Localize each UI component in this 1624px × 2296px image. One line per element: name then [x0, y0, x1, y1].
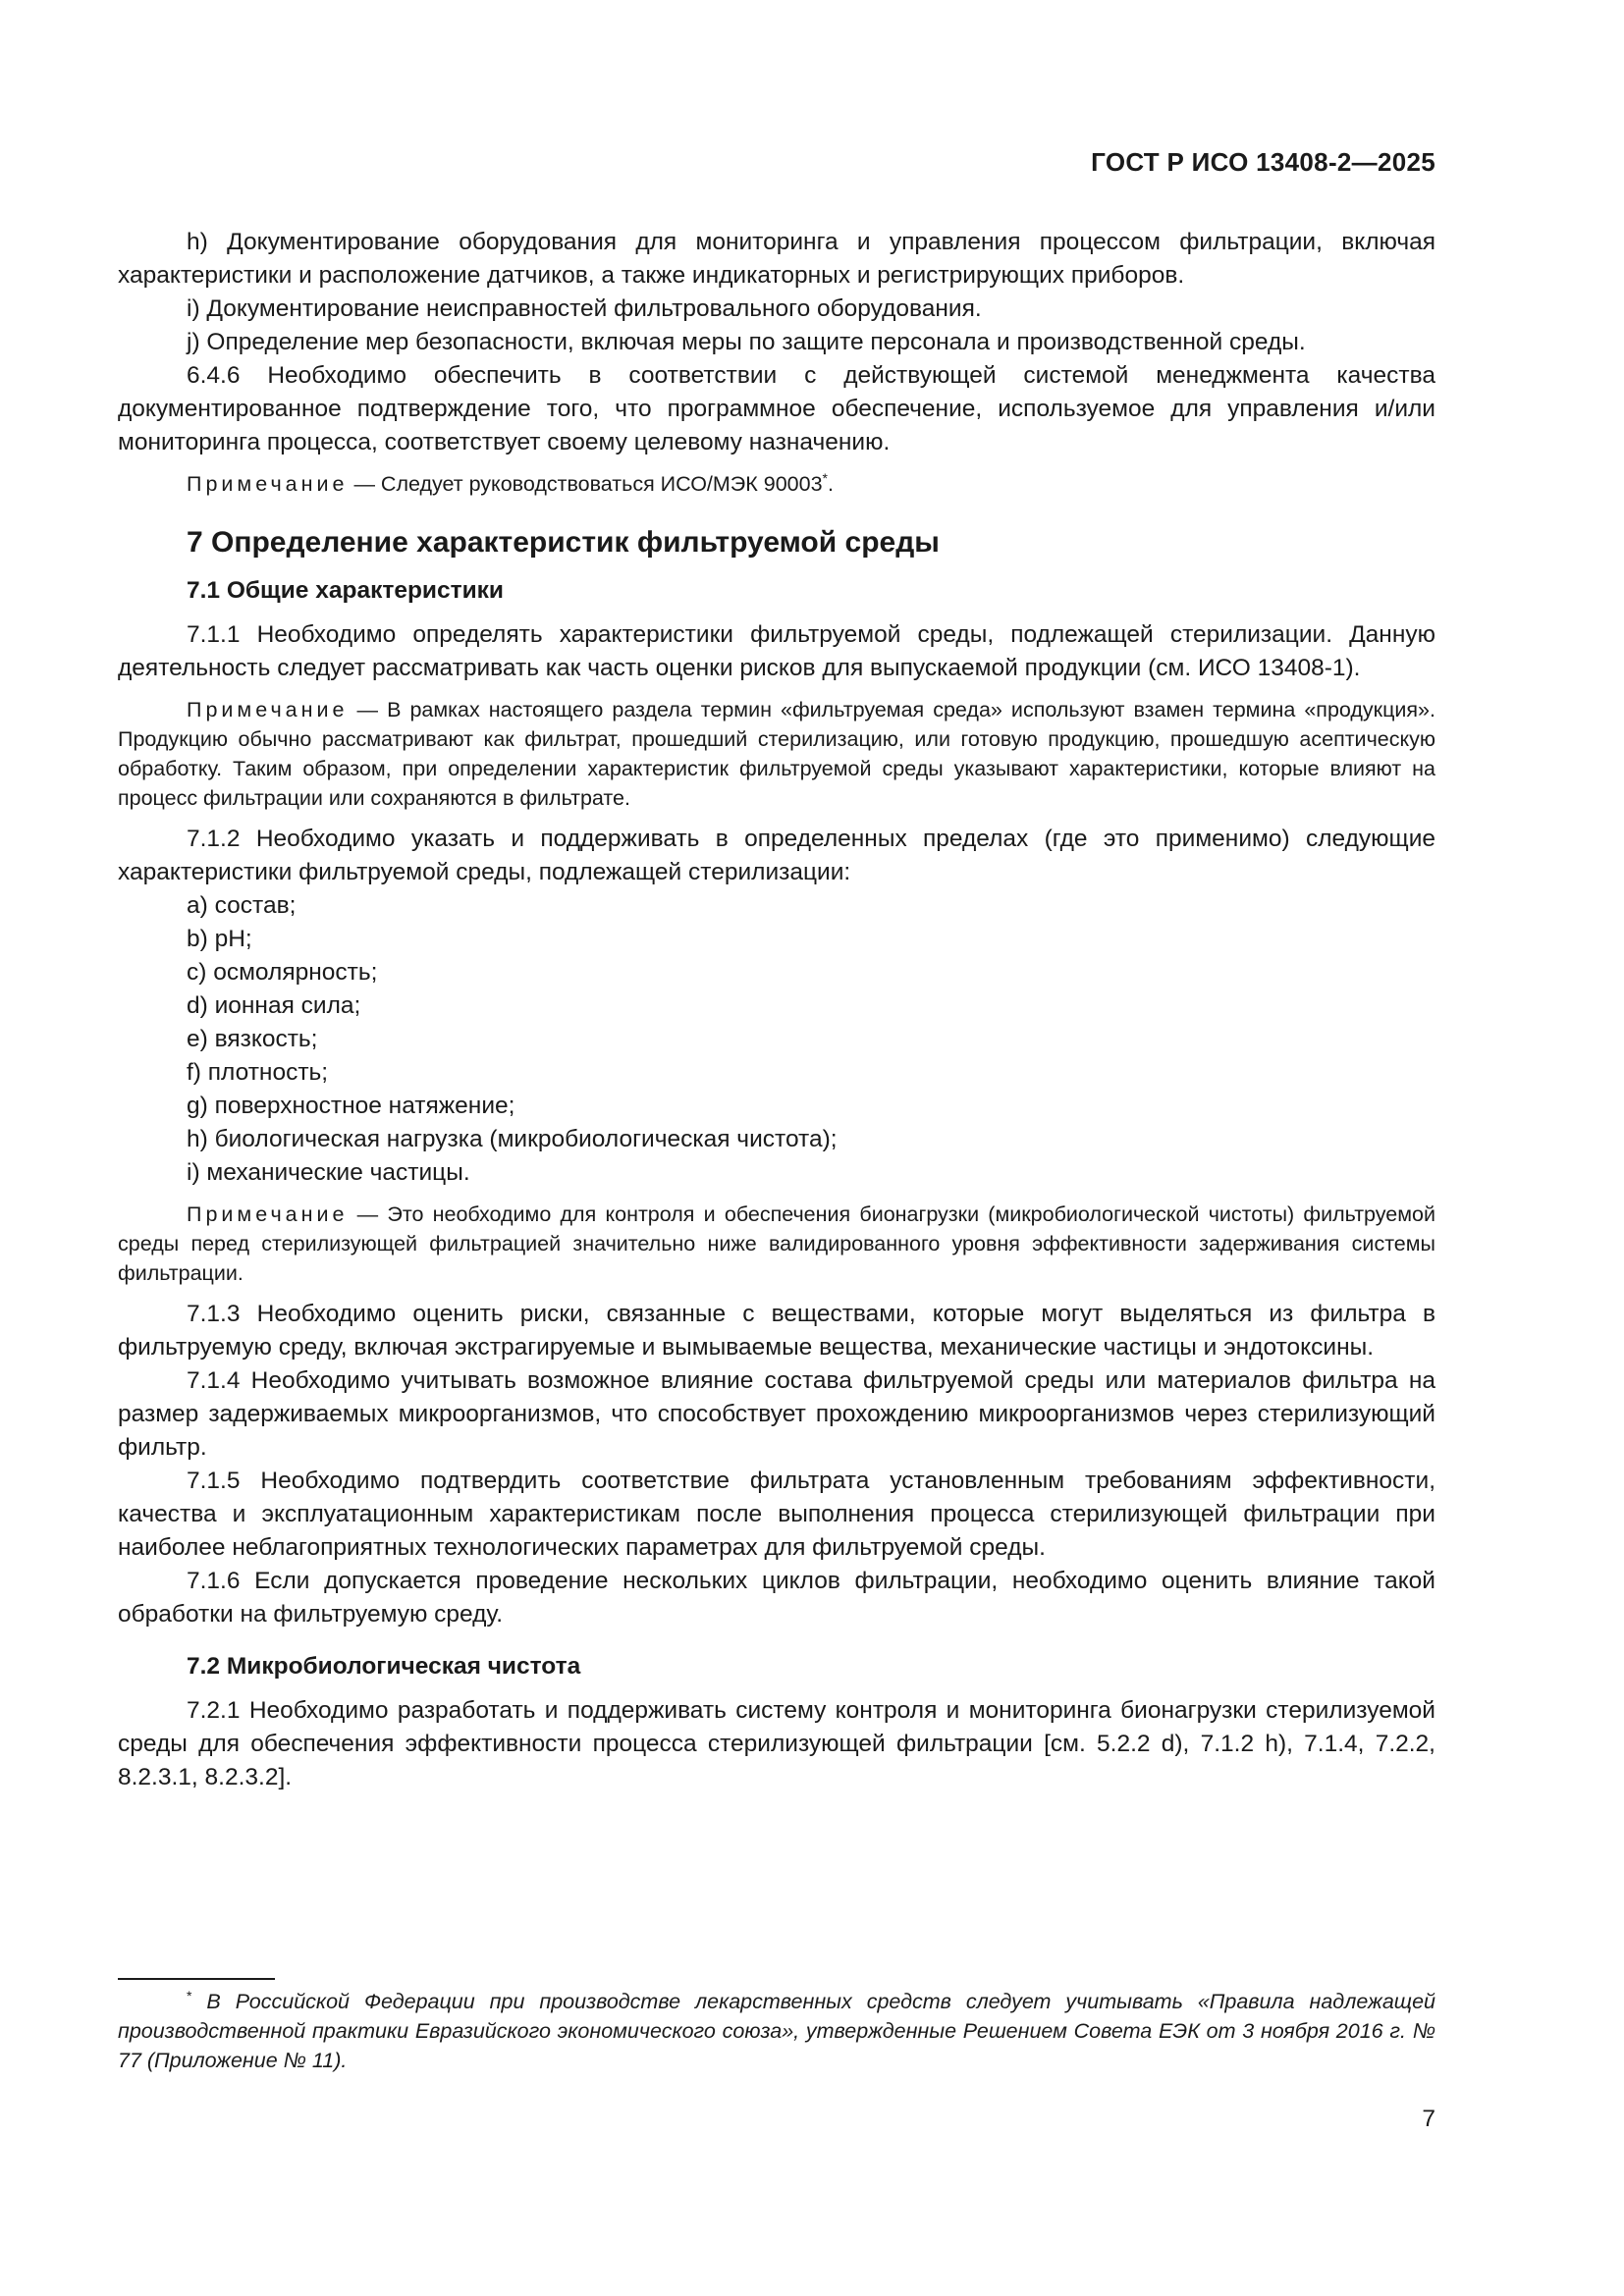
- note-3-text: — Это необходимо для контроля и обеспечения бионагрузки (микробиологической чистоты) фильтруемой среды перед стерилизующей фильтрацией значительно ниже валидированного уровня эффективности задерживания системы фильтрации.: [118, 1202, 1435, 1285]
- subsection-7-1-title: 7.1 Общие характеристики: [187, 577, 504, 604]
- note-1-end: .: [828, 472, 834, 496]
- paragraph-6-4-6: 6.4.6 Необходимо обеспечить в соответствии с действующей системой менеджмента качества документированное подтверждение того, что программное обеспечение, используемое для управления и/или мониторинга процесса, соответствует своему целевому назначению.: [118, 362, 1435, 455]
- paragraph-h: h) Документирование оборудования для мониторинга и управления процессом фильтрации, включая характеристики и расположение датчиков, а также индикаторных и регистрирующих приборов.: [118, 229, 1435, 289]
- list-item: d) ионная сила;: [187, 992, 361, 1019]
- paragraph-7-2-1: 7.2.1 Необходимо разработать и поддерживать систему контроля и мониторинга бионагрузки стерилизуемой среды для обеспечения эффективности процесса стерилизующей фильтрации [см. 5.2.2 d), 7.1.2 h), 7.1.4, 7.2.2, 8.2.3.1, 8.2.3.2].: [118, 1697, 1435, 1790]
- list-item: i) механические частицы.: [187, 1159, 470, 1186]
- note-2: [118, 695, 1435, 813]
- note-1-mark: *: [822, 469, 828, 486]
- note-label: Примечание: [187, 472, 349, 496]
- paragraph-7-1-2: 7.1.2 Необходимо указать и поддерживать в определенных пределах (где это применимо) следующие характеристики фильтруемой среды, подлежащей стерилизации:: [118, 826, 1435, 885]
- paragraph-j: j) Определение мер безопасности, включая меры по защите персонала и производственной среды.: [187, 329, 1306, 355]
- list-item: b) pH;: [187, 926, 252, 952]
- list-item: a) состав;: [187, 892, 297, 919]
- document-header: ГОСТ Р ИСО 13408-2—2025: [1091, 147, 1435, 177]
- paragraph-7-1-4: 7.1.4 Необходимо учитывать возможное влияние состава фильтруемой среды или материалов фильтра на размер задерживаемых микроорганизмов, что способствует прохождению микроорганизмов через стерилизующий фильтр.: [118, 1367, 1435, 1461]
- note-1: [118, 469, 1435, 499]
- paragraph-7-1-5: 7.1.5 Необходимо подтвердить соответствие фильтрата установленным требованиям эффективности, качества и эксплуатационным характеристикам после выполнения процесса стерилизующей фильтрации при наиболее неблагоприятных технологических параметрах для фильтруемой среды.: [118, 1468, 1435, 1561]
- characteristics-list: [118, 889, 1435, 1190]
- paragraph-7-1-1: 7.1.1 Необходимо определять характеристики фильтруемой среды, подлежащей стерилизации. Данную деятельность следует рассматривать как часть оценки рисков для выпускаемой продукции (см. ИСО 13408-1).: [118, 621, 1435, 681]
- footnote-mark: *: [187, 1987, 192, 2003]
- note-label: Примечание: [187, 1202, 349, 1226]
- subsection-7-2-title: 7.2 Микробиологическая чистота: [187, 1653, 581, 1680]
- list-item: e) вязкость;: [187, 1026, 318, 1052]
- page-number: 7: [1422, 2106, 1435, 2132]
- paragraph-7-1-3: 7.1.3 Необходимо оценить риски, связанные с веществами, которые могут выделяться из фильтра в фильтруемую среду, включая экстрагируемые и вымываемые вещества, механические частицы и эндотоксины.: [118, 1301, 1435, 1361]
- note-1-text: — Следует руководствоваться ИСО/МЭК 90003: [353, 472, 823, 496]
- list-item: c) осмолярность;: [187, 959, 378, 986]
- list-item: g) поверхностное натяжение;: [187, 1093, 515, 1119]
- section-7-title: 7 Определение характеристик фильтруемой среды: [187, 526, 940, 559]
- list-item: f) плотность;: [187, 1059, 329, 1086]
- footnote: [118, 1987, 1435, 2075]
- paragraph-i: i) Документирование неисправностей фильтровального оборудования.: [187, 295, 982, 322]
- page-content: [118, 226, 1435, 1794]
- note-2-text: — В рамках настоящего раздела термин «фильтруемая среда» используют взамен термина «продукция». Продукцию обычно рассматривают как фильтрат, прошедший стерилизацию, или готовую продукцию, прошедшую асептическую обработку. Таким образом, при определении характеристик фильтруемой среды указывают характеристики, которые влияют на процесс фильтрации или сохраняются в фильтрате.: [118, 698, 1435, 810]
- document-page: [118, 0, 1435, 2296]
- note-label: Примечание: [187, 698, 349, 721]
- footnote-divider: [118, 1978, 275, 1980]
- footnote-text: В Российской Федерации при производстве лекарственных средств следует учитывать «Правила надлежащей производственной практики Евразийского экономического союза», утвержденные Решением Совета ЕЭК от 3 ноября 2016 г. № 77 (Приложение № 11).: [118, 1990, 1435, 2072]
- note-3: [118, 1200, 1435, 1288]
- list-item: h) биологическая нагрузка (микробиологическая чистота);: [187, 1126, 838, 1152]
- paragraph-7-1-6: 7.1.6 Если допускается проведение нескольких циклов фильтрации, необходимо оценить влияние такой обработки на фильтруемую среду.: [118, 1568, 1435, 1628]
